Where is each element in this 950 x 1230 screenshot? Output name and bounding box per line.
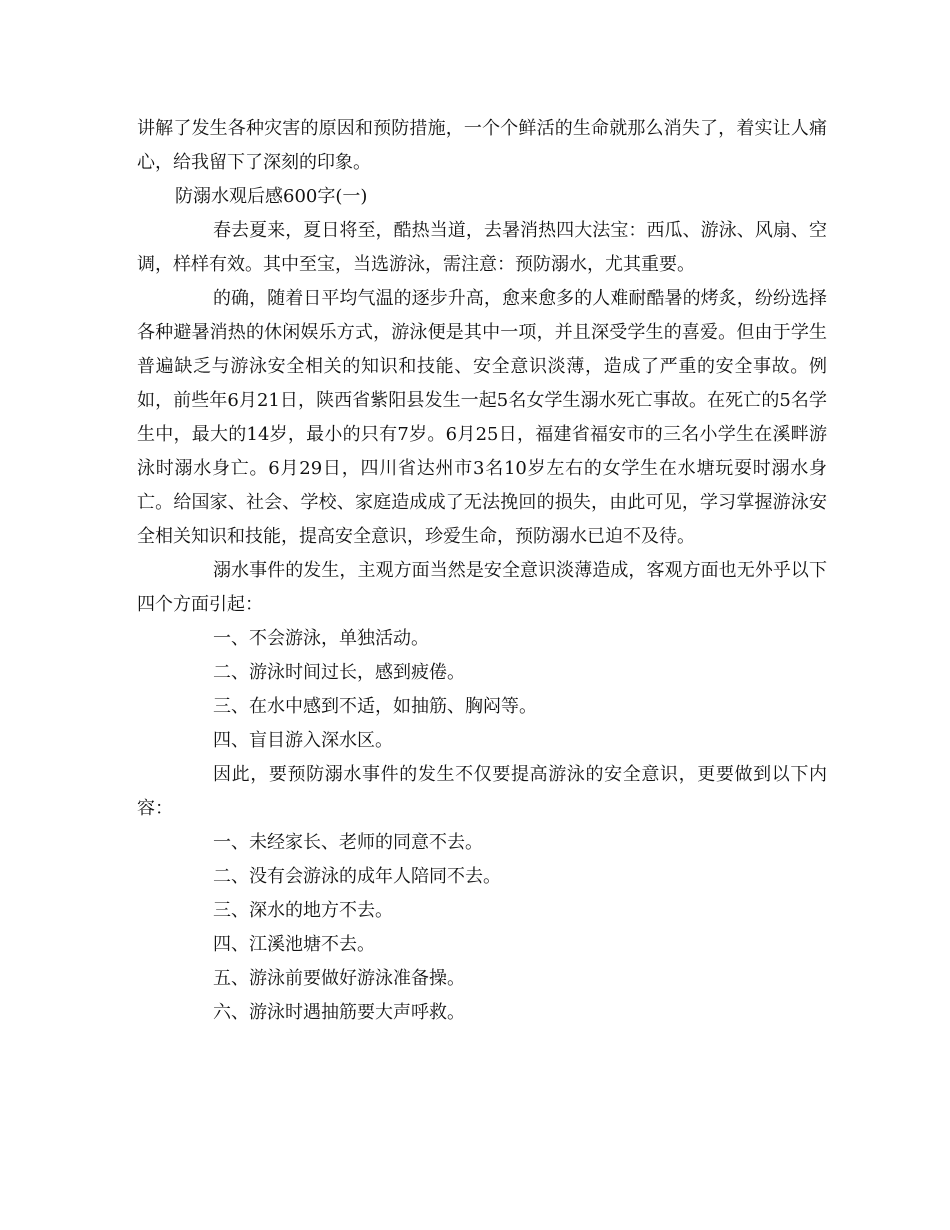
list-item: 三、深水的地方不去。 xyxy=(213,900,393,921)
list-item: 三、在水中感到不适，如抽筋、胸闷等。 xyxy=(213,696,537,717)
paragraph-continuation: 讲解了发生各种灾害的原因和预防措施，一个个鲜活的生命就那么消失了，着实让人痛心，给我留下了深刻的印象。 xyxy=(137,118,827,173)
list-item: 二、游泳时间过长，感到疲倦。 xyxy=(213,662,465,683)
list-item: 六、游泳时遇抽筋要大声呼救。 xyxy=(213,1002,465,1023)
list-item: 四、江溪池塘不去。 xyxy=(213,934,375,955)
paragraph: 因此，要预防溺水事件的发生不仅要提高游泳的安全意识，更要做到以下内容： xyxy=(137,764,827,819)
paragraph: 溺水事件的发生，主观方面当然是安全意识淡薄造成，客观方面也无外乎以下四个方面引起： xyxy=(137,560,827,615)
list-item: 一、不会游泳，单独活动。 xyxy=(213,628,429,649)
list-item: 二、没有会游泳的成年人陪同不去。 xyxy=(213,866,501,887)
paragraph: 春去夏来，夏日将至，酷热当道，去暑消热四大法宝：西瓜、游泳、风扇、空调，样样有效。其中至宝，当选游泳，需注意：预防溺水，尤其重要。 xyxy=(137,220,827,275)
list-item: 五、游泳前要做好游泳准备操。 xyxy=(213,968,465,989)
list-item: 一、未经家长、老师的同意不去。 xyxy=(213,832,483,853)
list-item: 四、盲目游入深水区。 xyxy=(213,730,393,751)
document-body xyxy=(137,112,827,1030)
paragraph: 的确，随着日平均气温的逐步升高，愈来愈多的人难耐酷暑的烤炙，纷纷选择各种避暑消热的休闲娱乐方式，游泳便是其中一项，并且深受学生的喜爱。但由于学生普遍缺乏与游泳安全相关的知识和技能、安全意识淡薄，造成了严重的安全事故。例如，前些年6月21日，陕西省紫阳县发生一起5名女学生溺水死亡事故。在死亡的5名学生中，最大的14岁，最小的只有7岁。6月25日，福建省福安市的三名小学生在溪畔游泳时溺水身亡。6月29日，四川省达州市3名10岁左右的女学生在水塘玩耍时溺水身亡。给国家、社会、学校、家庭造成成了无法挽回的损失，由此可见，学习掌握游泳安全相关知识和技能，提高安全意识，珍爱生命，预防溺水已迫不及待。 xyxy=(137,288,827,547)
section-heading: 防溺水观后感600字(一) xyxy=(175,186,368,207)
